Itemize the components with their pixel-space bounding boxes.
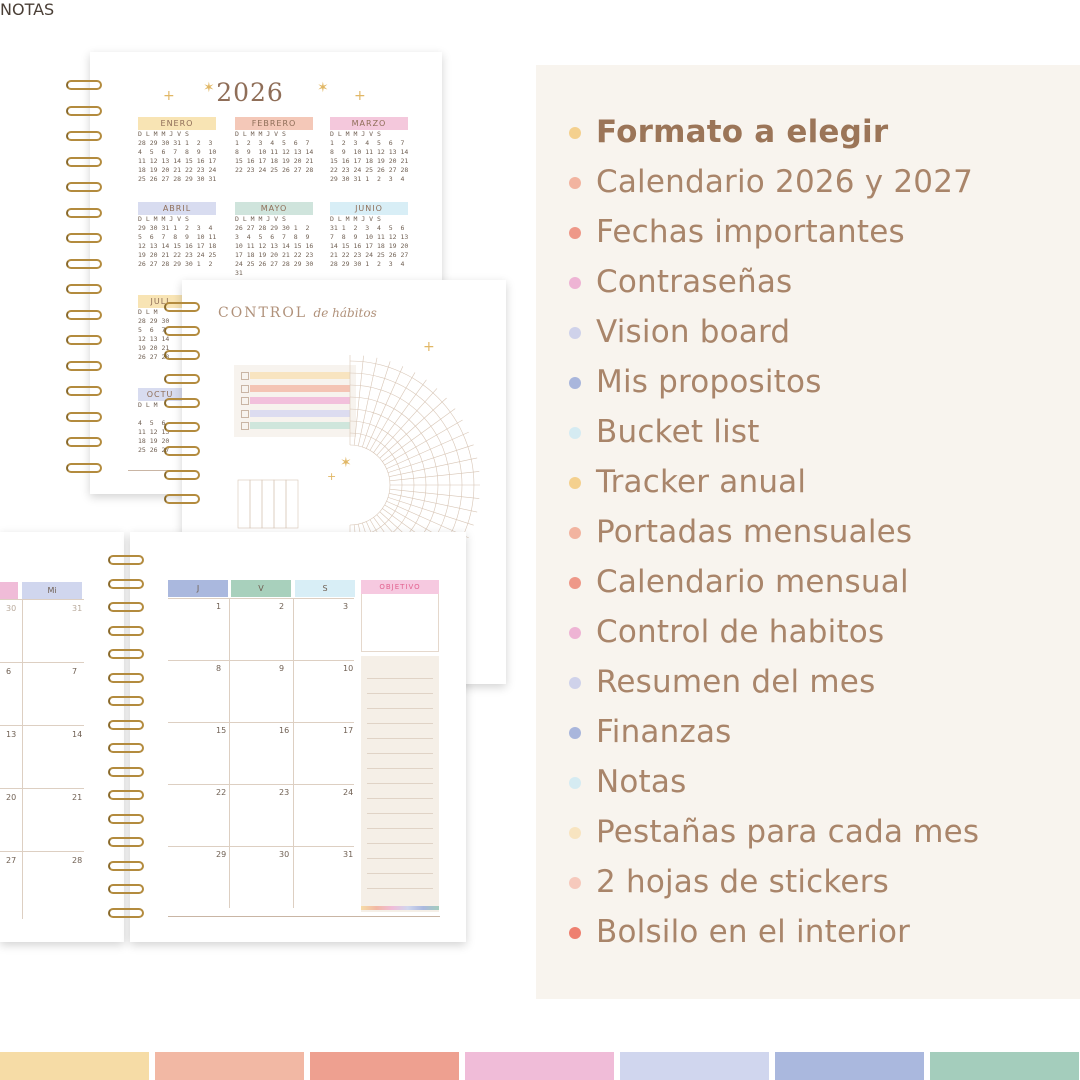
feature-label: Calendario mensual <box>596 564 909 600</box>
feature-item <box>566 557 979 607</box>
spiral-ring-icon <box>164 326 200 336</box>
day-number: 6 <box>6 667 12 676</box>
month-days: D L M 4 5 6 11 12 13 18 19 20 25 26 27 <box>138 401 170 454</box>
wheel-spoke <box>374 380 427 453</box>
month-name: MARZO <box>330 117 408 130</box>
spiral-ring-icon <box>108 861 144 871</box>
sparkle-icon: + <box>354 88 366 104</box>
month-name: JUNIO <box>330 202 408 215</box>
note-line <box>367 843 433 844</box>
feature-label: Pestañas para cada mes <box>596 814 980 850</box>
wheel-spoke <box>358 358 377 446</box>
spiral-ring-icon <box>108 626 144 636</box>
sparkle-icon: ✶ <box>203 80 215 96</box>
spiral-ring-icon <box>108 837 144 847</box>
wheel-cell <box>250 480 262 528</box>
bullet-dot-icon <box>569 627 581 639</box>
note-line <box>367 768 433 769</box>
grid-line <box>168 660 354 661</box>
feature-label: Mis propositos <box>596 364 822 400</box>
month-block <box>330 117 408 184</box>
month-name: JULI <box>138 295 182 308</box>
note-line <box>367 798 433 799</box>
day-number: 8 <box>216 664 222 673</box>
grid-line <box>229 598 230 908</box>
feature-label: Fechas importantes <box>596 214 905 250</box>
feature-label: Formato a elegir <box>596 114 889 150</box>
wheel-spoke <box>382 409 455 462</box>
grid-line <box>0 599 84 600</box>
feature-item <box>566 907 979 957</box>
spiral-ring-icon <box>108 649 144 659</box>
note-line <box>367 873 433 874</box>
feature-item <box>566 157 979 207</box>
bullet-dot-icon <box>569 127 581 139</box>
spiral-ring-icon <box>108 814 144 824</box>
day-number: 24 <box>343 788 354 797</box>
bullet-dot-icon <box>569 827 581 839</box>
feature-item <box>566 507 979 557</box>
month-days: D L M M J V S 1 2 3 4 5 6 7 8 9 10 11 12 13 14 15 16 17 18 19 20 21 22 23 24 25 26 27 28 <box>235 130 314 174</box>
weekday-header: J <box>168 580 228 597</box>
month-days: D L M M J V S 1 2 3 4 5 6 7 8 9 10 11 12 13 14 15 16 17 18 19 20 21 22 23 24 25 26 27 28 29 30 31 1 2 3 4 <box>330 130 409 183</box>
spiral-ring-icon <box>66 386 102 396</box>
month-name: MAYO <box>235 202 313 215</box>
note-line <box>367 753 433 754</box>
feature-item <box>566 857 979 907</box>
day-number: 22 <box>216 788 227 797</box>
strip-swatch <box>310 1052 459 1080</box>
bullet-dot-icon <box>569 727 581 739</box>
feature-label: Resumen del mes <box>596 664 876 700</box>
wheel-spoke <box>390 471 480 480</box>
weekday-header: S <box>295 580 355 597</box>
wheel-cell <box>238 480 250 528</box>
spiral-ring-icon <box>108 602 144 612</box>
spiral-ring-icon <box>108 673 144 683</box>
feature-label: Control de habitos <box>596 614 885 650</box>
bullet-dot-icon <box>569 927 581 939</box>
feature-item <box>566 107 979 157</box>
day-number: 7 <box>72 667 78 676</box>
strip-swatch <box>930 1052 1079 1080</box>
objetivo-label: OBJETIVO <box>379 583 421 591</box>
note-line <box>367 888 433 889</box>
wheel-spoke <box>354 356 363 446</box>
feature-label: Finanzas <box>596 714 732 750</box>
feature-label: Vision board <box>596 314 791 350</box>
spiral-ring-icon <box>66 437 102 447</box>
bullet-dot-icon <box>569 377 581 389</box>
notas-label: NOTAS <box>0 0 55 19</box>
day-number: 29 <box>216 850 227 859</box>
grid-line <box>0 725 84 726</box>
wheel-cell <box>286 480 298 528</box>
month-block <box>235 117 313 175</box>
spiral-ring-icon <box>108 908 144 918</box>
note-line <box>367 858 433 859</box>
wheel-spoke <box>390 489 480 498</box>
month-name: FEBRERO <box>235 117 313 130</box>
feature-label: Bolsilo en el interior <box>596 914 911 950</box>
bullet-dot-icon <box>569 427 581 439</box>
weekday-header-mi: Mi <box>22 582 82 599</box>
spiral-ring-icon <box>66 208 102 218</box>
sparkle-icon: + <box>327 470 337 483</box>
month-days: D L M M J V S 31 1 2 3 4 5 6 7 8 9 10 11 12 13 14 15 16 17 18 19 20 21 22 23 24 25 26 27 28 29 30 1 2 3 4 <box>330 215 409 268</box>
notes-color-bar <box>361 906 439 910</box>
month-days: D L M M J V S 26 27 28 29 30 1 2 3 4 5 6 7 8 9 10 11 12 13 14 15 16 17 18 19 20 21 22 23 24 25 26 27 28 29 30 31 <box>235 215 314 277</box>
day-number: 20 <box>6 793 17 802</box>
weekday-header: V <box>231 580 291 597</box>
strip-swatch <box>620 1052 769 1080</box>
bullet-dot-icon <box>569 327 581 339</box>
wheel-spoke <box>389 458 477 477</box>
wheel-ring <box>350 445 390 525</box>
habit-title-main: CONTROL <box>218 305 308 321</box>
habit-tracker-title <box>218 305 377 321</box>
day-number: 23 <box>279 788 290 797</box>
spiral-ring-icon <box>108 884 144 894</box>
feature-label: Tracker anual <box>596 464 807 500</box>
day-number: 31 <box>343 850 354 859</box>
wheel-spoke <box>380 398 447 458</box>
month-block <box>235 202 313 278</box>
feature-item <box>566 207 979 257</box>
sparkle-icon: ✶ <box>340 455 352 471</box>
feature-item <box>566 407 979 457</box>
bullet-dot-icon <box>569 177 581 189</box>
spiral-ring-icon <box>66 131 102 141</box>
grid-line <box>0 788 84 789</box>
bullet-dot-icon <box>569 677 581 689</box>
spiral-ring-icon <box>164 374 200 384</box>
spiral-ring-icon <box>108 555 144 565</box>
wheel-cell <box>262 480 274 528</box>
spiral-ring-icon <box>66 106 102 116</box>
spiral-ring-icon <box>66 361 102 371</box>
month-days: D L M M J V S 29 30 31 1 2 3 4 5 6 7 8 9 10 11 12 13 14 15 16 17 18 19 20 21 22 23 24 25 26 27 28 29 30 1 2 <box>138 215 217 268</box>
feature-item <box>566 707 979 757</box>
bottom-divider <box>168 916 440 917</box>
wheel-spoke <box>389 493 477 512</box>
spiral-ring-icon <box>164 446 200 456</box>
day-number: 16 <box>279 726 290 735</box>
bullet-dot-icon <box>569 777 581 789</box>
day-number: 30 <box>6 604 17 613</box>
month-block <box>138 117 216 184</box>
wheel-cell <box>274 480 286 528</box>
feature-label: Contraseñas <box>596 264 793 300</box>
strip-swatch <box>465 1052 614 1080</box>
bullet-dot-icon <box>569 227 581 239</box>
wheel-spoke <box>377 388 437 455</box>
habit-wheel <box>210 340 490 540</box>
feature-item <box>566 757 979 807</box>
grid-line <box>0 662 84 663</box>
habit-title-script: de hábitos <box>313 306 377 320</box>
weekday-header-prev <box>0 582 18 599</box>
day-number: 13 <box>6 730 17 739</box>
month-days: D L M M J V S 28 29 30 31 1 2 3 4 5 6 7 8 9 10 11 12 13 14 15 16 17 18 19 20 21 22 23 24 25 26 27 28 29 30 31 <box>138 130 217 183</box>
month-name: OCTU <box>138 388 182 401</box>
bullet-dot-icon <box>569 527 581 539</box>
sparkle-icon: + <box>423 339 435 355</box>
spiral-ring-icon <box>66 284 102 294</box>
spiral-ring-icon <box>66 310 102 320</box>
bullet-dot-icon <box>569 477 581 489</box>
note-line <box>367 738 433 739</box>
spiral-ring-icon <box>66 233 102 243</box>
note-line <box>367 828 433 829</box>
feature-label: Calendario 2026 y 2027 <box>596 164 974 200</box>
day-number: 31 <box>72 604 83 613</box>
day-number: 27 <box>6 856 17 865</box>
day-number: 15 <box>216 726 227 735</box>
feature-label: 2 hojas de stickers <box>596 864 889 900</box>
note-line <box>367 708 433 709</box>
spiral-ring-icon <box>164 494 200 504</box>
spiral-ring-icon <box>108 767 144 777</box>
feature-label: Portadas mensuales <box>596 514 913 550</box>
day-number: 9 <box>279 664 285 673</box>
day-number: 10 <box>343 664 354 673</box>
feature-label: Bucket list <box>596 414 760 450</box>
day-number: 14 <box>72 730 83 739</box>
note-line <box>367 723 433 724</box>
color-strip <box>0 1052 1080 1080</box>
spiral-ring-icon <box>108 579 144 589</box>
month-name: ENERO <box>138 117 216 130</box>
day-number: 28 <box>72 856 83 865</box>
spiral-ring-icon <box>164 398 200 408</box>
feature-item <box>566 257 979 307</box>
month-days: D L M 28 29 30 5 6 7 12 13 14 19 20 21 26 27 28 <box>138 308 170 361</box>
month-block <box>138 202 216 269</box>
spiral-ring-icon <box>66 335 102 345</box>
grid-line <box>168 598 354 599</box>
feature-item <box>566 457 979 507</box>
spiral-ring-icon <box>66 157 102 167</box>
month-block <box>330 202 408 269</box>
feature-item <box>566 357 979 407</box>
spiral-ring-icon <box>108 743 144 753</box>
note-line <box>367 678 433 679</box>
strip-swatch <box>0 1052 149 1080</box>
spiral-ring-icon <box>164 470 200 480</box>
note-line <box>367 813 433 814</box>
spiral-ring-icon <box>66 259 102 269</box>
day-number: 3 <box>343 602 349 611</box>
strip-swatch <box>155 1052 304 1080</box>
spiral-ring-icon <box>164 422 200 432</box>
spiral-ring-icon <box>108 720 144 730</box>
grid-line <box>22 599 23 919</box>
sparkle-icon: ✶ <box>317 80 329 96</box>
feature-list <box>566 107 979 957</box>
day-number: 2 <box>279 602 285 611</box>
bullet-dot-icon <box>569 877 581 889</box>
day-number: 1 <box>216 602 222 611</box>
feature-item <box>566 307 979 357</box>
grid-line <box>0 851 84 852</box>
note-line <box>367 693 433 694</box>
grid-line <box>168 846 354 847</box>
day-number: 30 <box>279 850 290 859</box>
spiral-ring-icon <box>66 463 102 473</box>
calendar-year: 2026 <box>216 78 284 107</box>
spiral-ring-icon <box>164 350 200 360</box>
feature-item <box>566 657 979 707</box>
wheel-spoke <box>385 420 463 465</box>
grid-line <box>168 784 354 785</box>
strip-swatch <box>775 1052 924 1080</box>
spiral-ring-icon <box>108 790 144 800</box>
month-name: ABRIL <box>138 202 216 215</box>
sparkle-icon: + <box>163 88 175 104</box>
feature-label: Notas <box>596 764 687 800</box>
spiral-ring-icon <box>66 412 102 422</box>
day-number: 17 <box>343 726 354 735</box>
spiral-ring-icon <box>66 182 102 192</box>
bullet-dot-icon <box>569 577 581 589</box>
grid-line <box>293 598 294 908</box>
spiral-ring-icon <box>164 302 200 312</box>
wheel-spoke <box>370 372 415 450</box>
feature-item <box>566 807 979 857</box>
spiral-ring-icon <box>66 80 102 90</box>
day-number: 21 <box>72 793 83 802</box>
spiral-ring-icon <box>108 696 144 706</box>
grid-line <box>168 722 354 723</box>
note-line <box>367 783 433 784</box>
feature-item <box>566 607 979 657</box>
bullet-dot-icon <box>569 277 581 289</box>
